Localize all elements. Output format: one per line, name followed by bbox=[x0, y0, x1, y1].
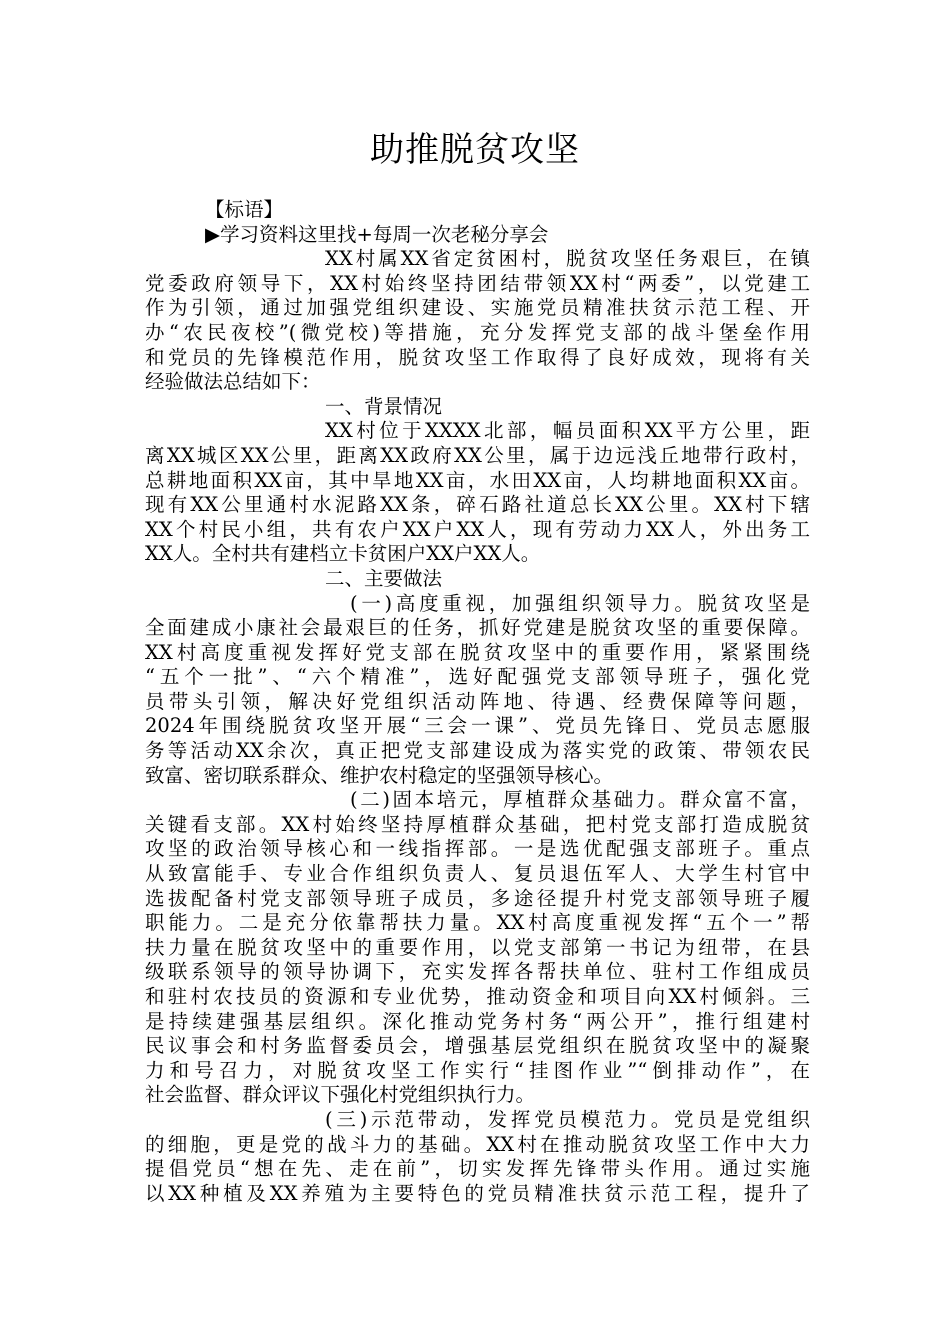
body-line: 办“农民夜校”(微党校)等措施，充分发挥党支部的战斗堡垒作用 bbox=[145, 320, 810, 344]
body-line: 2024年围绕脱贫攻坚开展“三会一课”、党员先锋日、党员志愿服 bbox=[145, 714, 810, 738]
body-line: 选拔配备村党支部领导班子成员，多途径提升村党支部领导班子履 bbox=[145, 886, 810, 910]
body-line: 以XX种植及XX养殖为主要特色的党员精准扶贫示范工程，提升了 bbox=[145, 1181, 810, 1205]
body-line: 和驻村农技员的资源和专业优势，推动资金和项目向XX村倾斜。三 bbox=[145, 985, 810, 1008]
body-line: 从致富能手、专业合作组织负责人、复员退伍军人、大学生村官中 bbox=[145, 862, 810, 886]
body-line: XX村高度重视发挥好党支部在脱贫攻坚中的重要作用，紧紧围绕 bbox=[145, 640, 810, 664]
body-line: (三)示范带动，发挥党员模范力。党员是党组织 bbox=[325, 1107, 810, 1131]
body-line: XX村属XX省定贫困村，脱贫攻坚任务艰巨，在镇 bbox=[325, 247, 810, 271]
document-body bbox=[145, 198, 810, 1206]
body-line: 力和号召力，对脱贫攻坚工作实行“挂图作业”“倒排动作”，在 bbox=[145, 1058, 810, 1082]
body-line: 致富、密切联系群众、维护农村稳定的坚强领导核心。 bbox=[145, 763, 614, 787]
body-line: “五个一批”、“六个精准”，选好配强党支部领导班子，强化党 bbox=[145, 665, 810, 689]
body-line: 民议事会和村务监督委员会，增强基层党组织在脱贫攻坚中的凝聚 bbox=[145, 1034, 810, 1058]
body-line: 职能力。二是充分依靠帮扶力量。XX村高度重视发挥“五个一”帮 bbox=[145, 911, 810, 935]
body-line: 一、背景情况 bbox=[325, 394, 443, 418]
body-line: 社会监督、群众评议下强化村党组织执行力。 bbox=[145, 1083, 536, 1107]
body-line: 和党员的先锋模范作用，脱贫攻坚工作取得了良好成效，现将有关 bbox=[145, 345, 810, 369]
body-line: 作为引领，通过加强党组织建设、实施党员精准扶贫示范工程、开 bbox=[145, 296, 810, 320]
body-line: 提倡党员“想在先、走在前”，切实发挥先锋带头作用。通过实施 bbox=[145, 1157, 810, 1181]
body-line: 经验做法总结如下： bbox=[145, 370, 321, 394]
body-line: 现有XX公里通村水泥路XX条，碎石路社道总长XX公里。XX村下辖 bbox=[145, 493, 810, 517]
body-line: 二、主要做法 bbox=[325, 566, 443, 590]
body-line: ▶学习资料这里找+每周一次老秘分享会 bbox=[205, 222, 549, 246]
body-line: XX人。全村共有建档立卡贫困户XX户XX人。 bbox=[145, 542, 541, 566]
body-line: 的细胞，更是党的战斗力的基础。XX村在推动脱贫攻坚工作中大力 bbox=[145, 1132, 810, 1156]
body-line: 【标语】 bbox=[205, 198, 284, 221]
body-line: 党委政府领导下，XX村始终坚持团结带领XX村“两委”，以党建工 bbox=[145, 271, 810, 295]
body-line: 员带头引领，解决好党组织活动阵地、待遇、经费保障等问题， bbox=[145, 689, 810, 713]
body-line: 攻坚的政治领导核心和一线指挥部。一是选优配强支部班子。重点 bbox=[145, 837, 810, 861]
body-line: 离XX城区XX公里，距离XX政府XX公里，属于边远浅丘地带行政村， bbox=[145, 443, 810, 467]
body-line: (二)固本培元，厚植群众基础力。群众富不富， bbox=[350, 788, 810, 812]
body-line: 是持续建强基层组织。深化推动党务村务“两公开”，推行组建村 bbox=[145, 1009, 810, 1033]
body-line: XX个村民小组，共有农户XX户XX人，现有劳动力XX人，外出务工 bbox=[145, 517, 810, 541]
body-line: 总耕地面积XX亩，其中旱地XX亩，水田XX亩，人均耕地面积XX亩。 bbox=[145, 468, 810, 492]
body-line: XX村位于XXXX北部，幅员面积XX平方公里，距 bbox=[325, 419, 810, 443]
body-line: 全面建成小康社会最艰巨的任务，抓好党建是脱贫攻坚的重要保障。 bbox=[145, 616, 810, 640]
body-line: (一)高度重视，加强组织领导力。脱贫攻坚是 bbox=[350, 591, 810, 615]
body-line: 关键看支部。XX村始终坚持厚植群众基础，把村党支部打造成脱贫 bbox=[145, 812, 810, 836]
body-line: 务等活动XX余次，真正把党支部建设成为落实党的政策、带领农民 bbox=[145, 739, 810, 763]
body-line: 扶力量在脱贫攻坚中的重要作用，以党支部第一书记为纽带，在县 bbox=[145, 935, 810, 959]
body-line: 级联系领导的领导协调下，充实发挥各帮扶单位、驻村工作组成员 bbox=[145, 960, 810, 984]
document-title: 助推脱贫攻坚 bbox=[370, 130, 580, 170]
